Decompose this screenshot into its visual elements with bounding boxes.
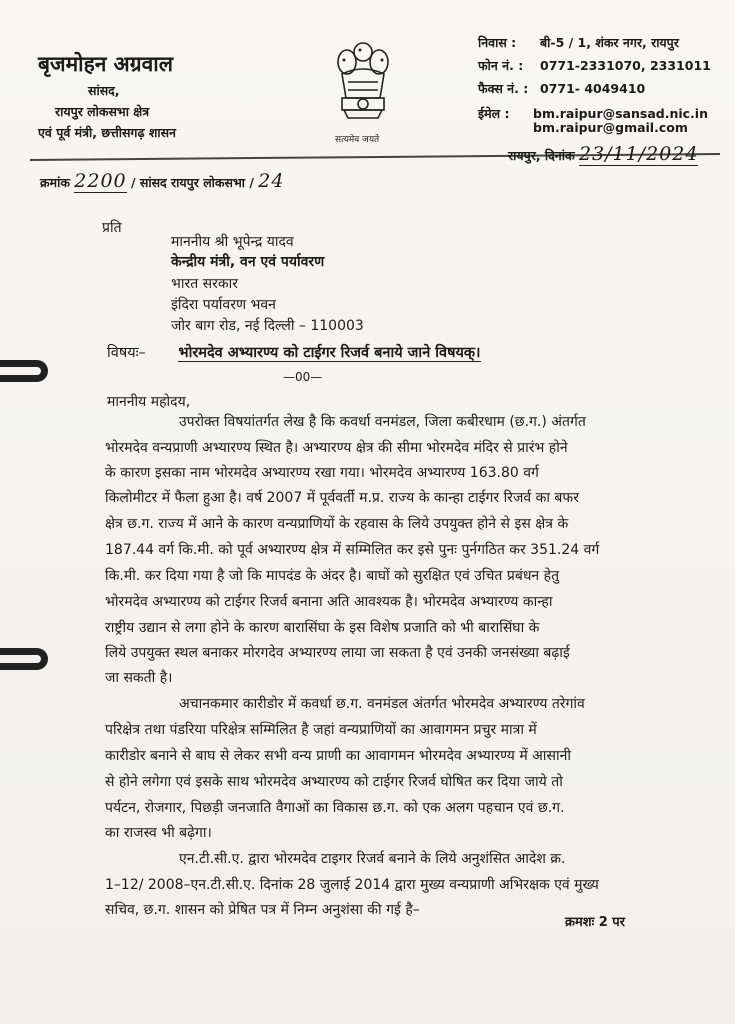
prati-label: प्रति (102, 220, 122, 236)
body-line: परिक्षेत्र तथा पंडरिया परिक्षेत्र सम्मिलित है जहां वन्यप्राणियों का आवागमन प्रचुर मात्रा में (105, 722, 537, 738)
salutation: माननीय महोदय, (107, 394, 191, 410)
date-line: रायपुर, दिनांक 23/11/2024 (508, 143, 699, 165)
recipient-line-1: माननीय श्री भूपेन्द्र यादव (171, 234, 294, 250)
sender-title-3: एवं पूर्व मंत्री, छत्तीसगढ़ शासन (38, 125, 176, 140)
recipient-line-4: इंदिरा पर्यावरण भवन (171, 297, 276, 313)
sender-name: बृजमोहन अग्रवाल (38, 52, 173, 76)
contact-phone: फोन नं. : 0771-2331070, 2331011 (478, 58, 711, 73)
body-line: कि.मी. कर दिया गया है जो कि मापदंड के अंदर है। बाघों को सुरक्षित एवं उचित प्रबंधन हेतु (105, 568, 560, 584)
body-line: भोरमदेव अभ्यारण्य को टाईगर रिजर्व बनाना अति आवश्यक है। भोरमदेव अभ्यारण्य कान्हा (105, 594, 553, 610)
body-line: कारीडोर बनाने से बाघ से लेकर सभी वन्य प्राणी का आवागमन भोरमदेव अभ्यारण्य में आसानी (105, 748, 571, 764)
contact-email: ईमेल : bm.raipur@sansad.nic.in (478, 106, 708, 121)
body-line: भोरमदेव वन्यप्राणी अभ्यारण्य स्थित है। अभ्यारण्य क्षेत्र की सीमा भोरमदेव मंदिर से प्रारंभ होने (105, 440, 568, 456)
body-line: जा सकती है। (105, 670, 173, 686)
letter-date: 23/11/2024 (578, 143, 699, 165)
body-line: का राजस्व भी बढ़ेगा। (105, 825, 212, 841)
recipient-line-5: जोर बाग रोड, नई दिल्ली – 110003 (171, 318, 364, 334)
subject-line: विषयः– भोरमदेव अभ्यारण्य को टाईगर रिजर्व बनाये जाने विषयक्। (107, 345, 481, 361)
subject-text: भोरमदेव अभ्यारण्य को टाईगर रिजर्व बनाये जाने विषयक्। (178, 345, 481, 361)
body-line: क्षेत्र छ.ग. राज्य में आने के कारण वन्यप्राणियों के रहवास के लिये उपयुक्त होने से इस क्षेत्र के (105, 516, 569, 532)
recipient-line-3: भारत सरकार (171, 276, 238, 292)
body-line: 1–12/ 2008–एन.टी.सी.ए. दिनांक 28 जुलाई 2014 द्वारा मुख्य वन्यप्राणी अभिरक्षक एवं मुख्य (105, 877, 599, 893)
body-line: राष्ट्रीय उद्यान से लगा होने के कारण बारासिंघा के इस विशेष प्रजाति को भी बारासिंघा के (105, 620, 540, 636)
contact-fax: फैक्स नं. : 0771- 4049410 (478, 81, 646, 96)
body-line: से होने लगेगा एवं इसके साथ भोरमदेव अभ्यारण्य को टाईगर रिजर्व घोषित कर दिया जाये तो (105, 774, 563, 790)
reference-number: 2200 (74, 170, 127, 192)
binder-ring-top (0, 360, 48, 382)
body-line: उपरोक्त विषयांतर्गत लेख है कि कवर्धा वनमंडल, जिला कबीरधाम (छ.ग.) अंतर्गत (179, 414, 586, 430)
body-line: के कारण इसका नाम भोरमदेव अभ्यारण्य रखा गया। भोरमदेव अभ्यारण्य 163.80 वर्ग (105, 465, 539, 481)
contact-email-2: bm.raipur@gmail.com (533, 120, 688, 135)
reference-year: 24 (258, 170, 285, 192)
contact-address: निवास : बी-5 / 1, शंकर नगर, रायपुर (478, 35, 679, 50)
reference-line: क्रमांक 2200 / सांसद रायपुर लोकसभा / 24 (40, 170, 285, 192)
national-emblem-icon (330, 38, 396, 138)
sender-title-1: सांसद, (88, 83, 120, 98)
recipient-line-2: केन्द्रीय मंत्री, वन एवं पर्यावरण (171, 254, 325, 270)
subject-separator: —00— (283, 370, 323, 384)
body-line: अचानकमार कारीडोर में कवर्धा छ.ग. वनमंडल अंतर्गत भोरमदेव अभ्यारण्य तरेगांव (179, 696, 585, 712)
body-line: पर्यटन, रोजगार, पिछड़ी जनजाति वैगाओं का विकास छ.ग. को एक अलग पहचान एवं छ.ग. (105, 800, 565, 816)
emblem-motto: सत्यमेव जयते (335, 135, 380, 145)
body-line: 187.44 वर्ग कि.मी. को पूर्व अभ्यारण्य क्षेत्र में सम्मिलित कर इसे पुनः पुर्नगठित कर 351.24 वर्ग (105, 542, 600, 558)
body-line: एन.टी.सी.ए. द्वारा भोरमदेव टाइगर रिजर्व बनाने के लिये अनुशंसित आदेश क्र. (179, 851, 566, 867)
continuation-note: क्रमशः 2 पर (564, 915, 625, 930)
sender-title-2: रायपुर लोकसभा क्षेत्र (55, 104, 150, 119)
body-line: सचिव, छ.ग. शासन को प्रेषित पत्र में निम्न अनुशंसा की गई है– (105, 902, 420, 918)
body-line: किलोमीटर में फैला हुआ है। वर्ष 2007 में पूर्ववर्ती म.प्र. राज्य के कान्हा टाईगर रिजर्व का बफर (105, 490, 579, 506)
body-line: लिये उपयुक्त स्थल बनाकर मोरगदेव अभ्यारण्य लाया जा सकता है एवं उनकी जनसंख्या बढ़ाई (105, 645, 570, 661)
binder-ring-bottom (0, 648, 48, 670)
